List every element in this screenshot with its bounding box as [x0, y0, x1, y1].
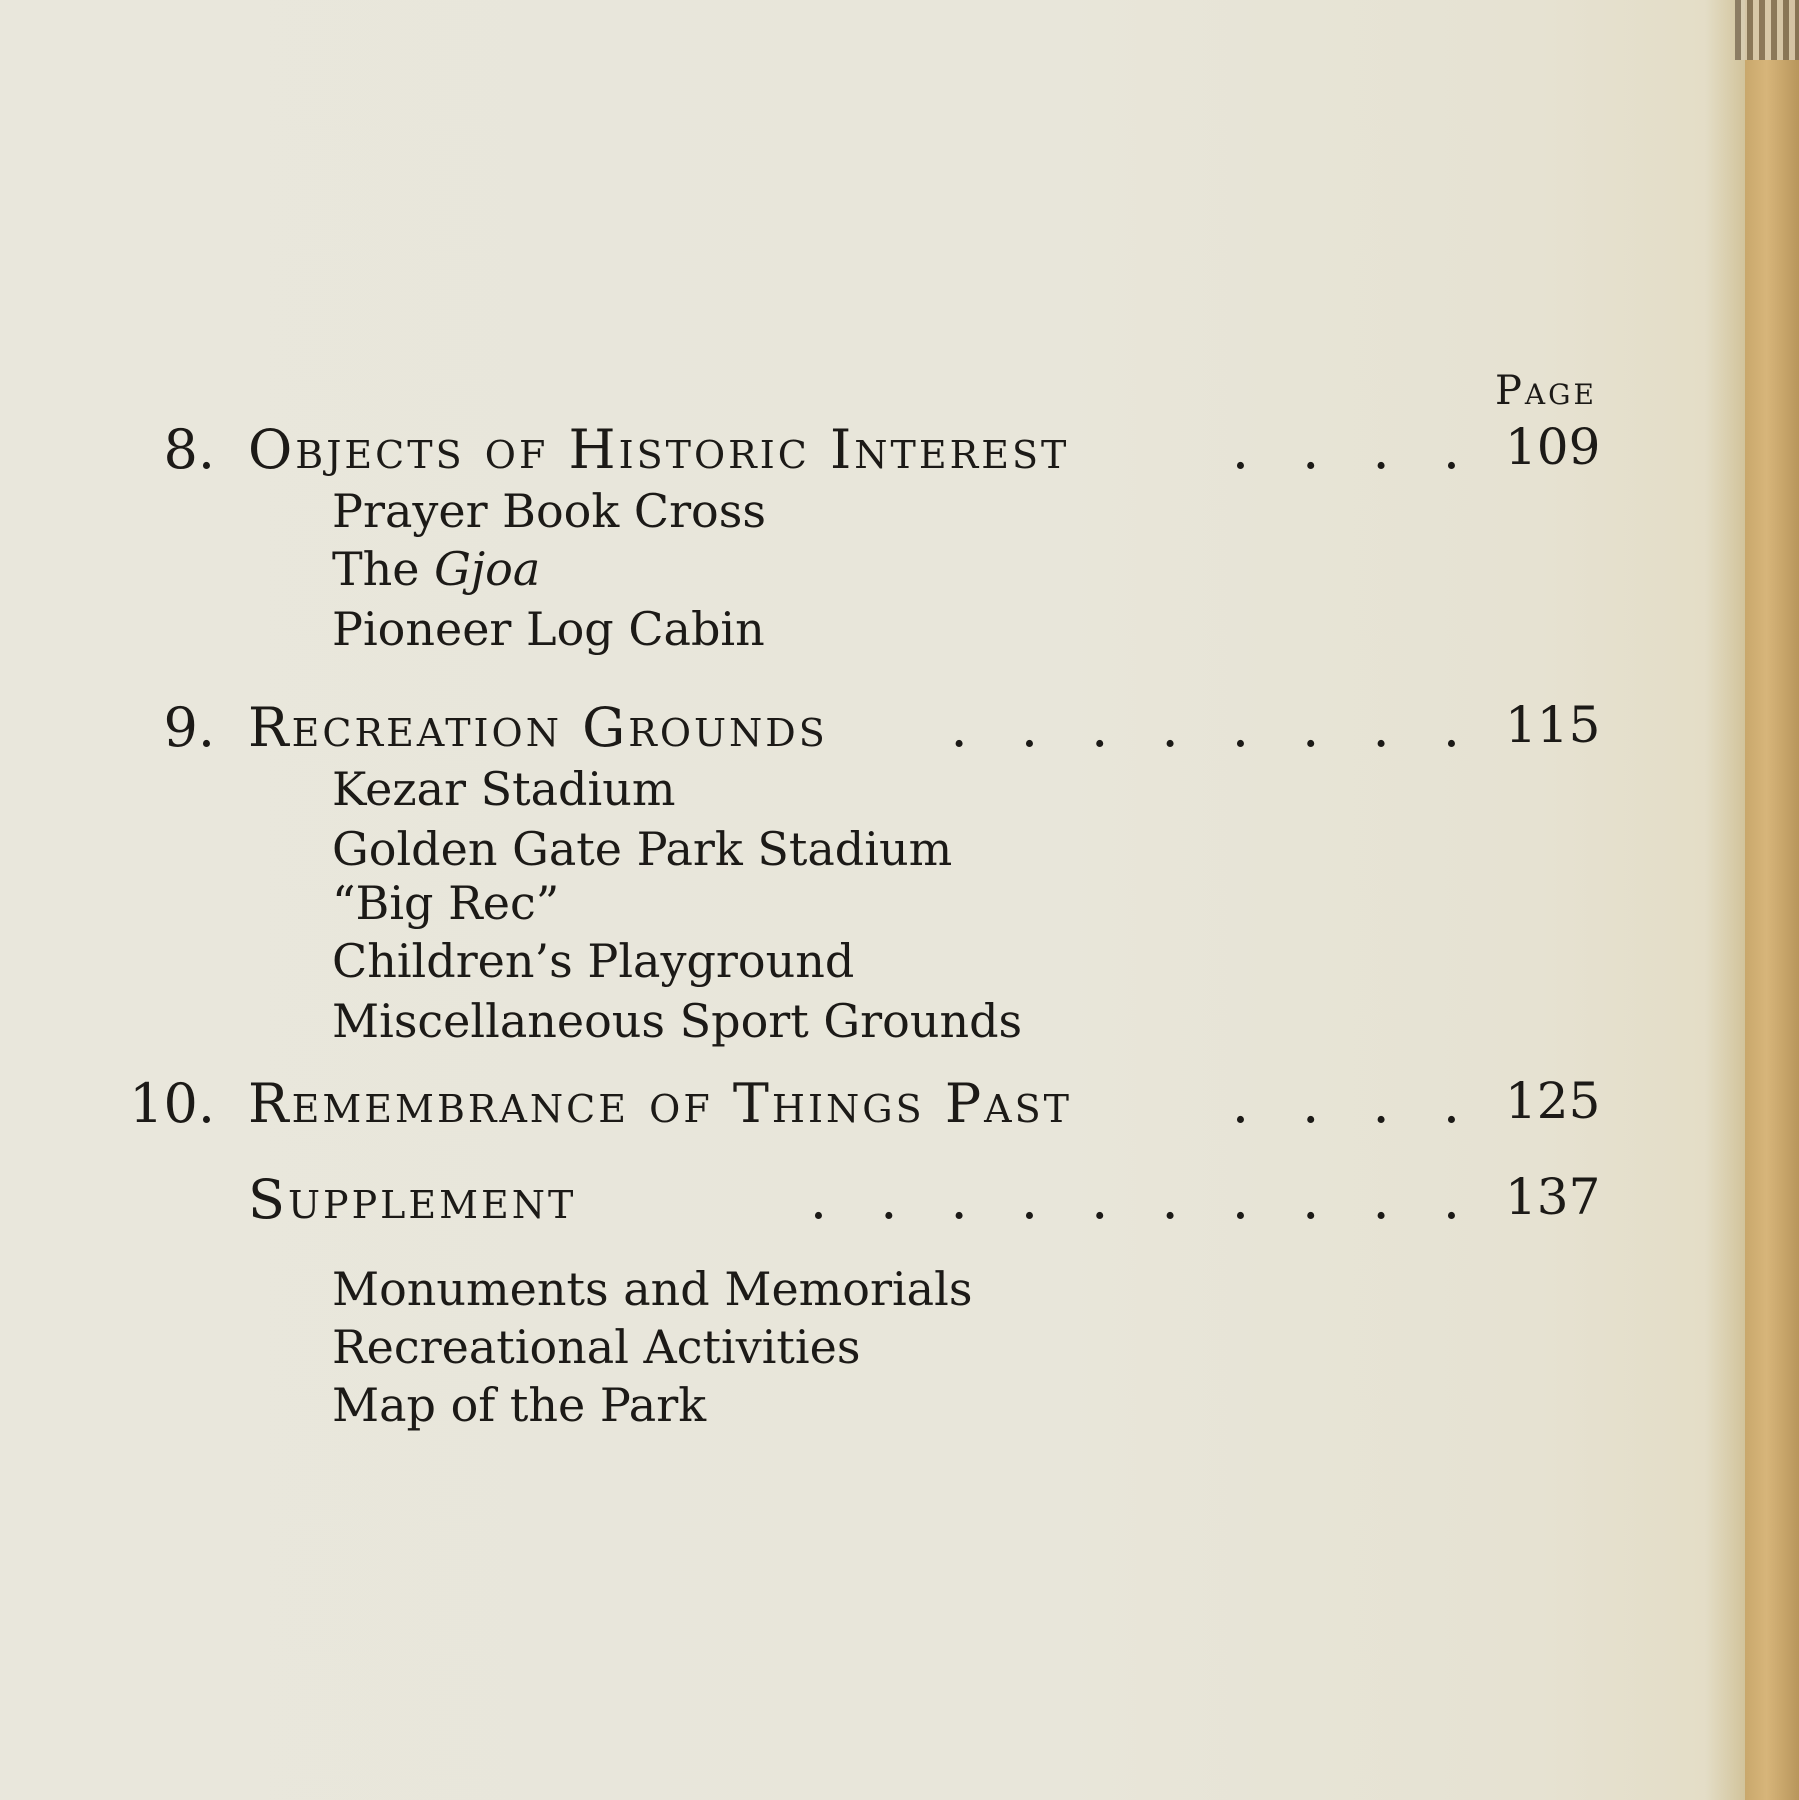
background-fabric	[1735, 0, 1799, 60]
chapter-title: Supplement	[248, 1168, 577, 1231]
page-edge-shadow	[1705, 0, 1745, 1800]
chapter-number: 8.	[163, 418, 215, 481]
dot-leader: . . . . . . . .	[950, 696, 1460, 759]
subentry: Map of the Park	[332, 1378, 707, 1432]
subentry: Golden Gate Park Stadium	[332, 822, 953, 876]
page-number: 109	[1505, 418, 1601, 476]
toc-entry-chapter-8	[0, 418, 1700, 481]
dot-leader: . . . .	[1231, 418, 1460, 481]
book-cover-edge	[1745, 0, 1799, 1800]
subentry: Prayer Book Cross	[332, 484, 766, 538]
chapter-number: 10.	[129, 1072, 215, 1135]
page-number: 137	[1505, 1168, 1601, 1226]
chapter-title: Recreation Grounds	[248, 696, 828, 759]
subentry: Pioneer Log Cabin	[332, 602, 765, 656]
subentry: Recreational Activities	[332, 1320, 861, 1374]
page-column-label: Page	[1495, 368, 1597, 414]
chapter-title: Remembrance of Things Past	[248, 1072, 1072, 1135]
dot-leader: . . . .	[1231, 1072, 1460, 1135]
toc-entry-supplement	[0, 1168, 1700, 1231]
subentry-prefix: The	[332, 542, 420, 596]
subentry: Monuments and Memorials	[332, 1262, 973, 1316]
subentry	[332, 542, 540, 596]
toc-entry-chapter-10	[0, 1072, 1700, 1135]
toc-entry-chapter-9	[0, 696, 1700, 759]
subentry: Miscellaneous Sport Grounds	[332, 994, 1023, 1048]
page-number: 115	[1505, 696, 1601, 754]
dot-leader: . . . . . . . . . .	[809, 1168, 1460, 1231]
subentry: Kezar Stadium	[332, 762, 676, 816]
chapter-title: Objects of Historic Interest	[248, 418, 1070, 481]
subentry-italic-title: Gjoa	[434, 542, 541, 596]
subentry: Children’s Playground	[332, 934, 855, 988]
page-number: 125	[1505, 1072, 1601, 1130]
subentry: “Big Rec”	[332, 876, 560, 930]
chapter-number: 9.	[163, 696, 215, 759]
